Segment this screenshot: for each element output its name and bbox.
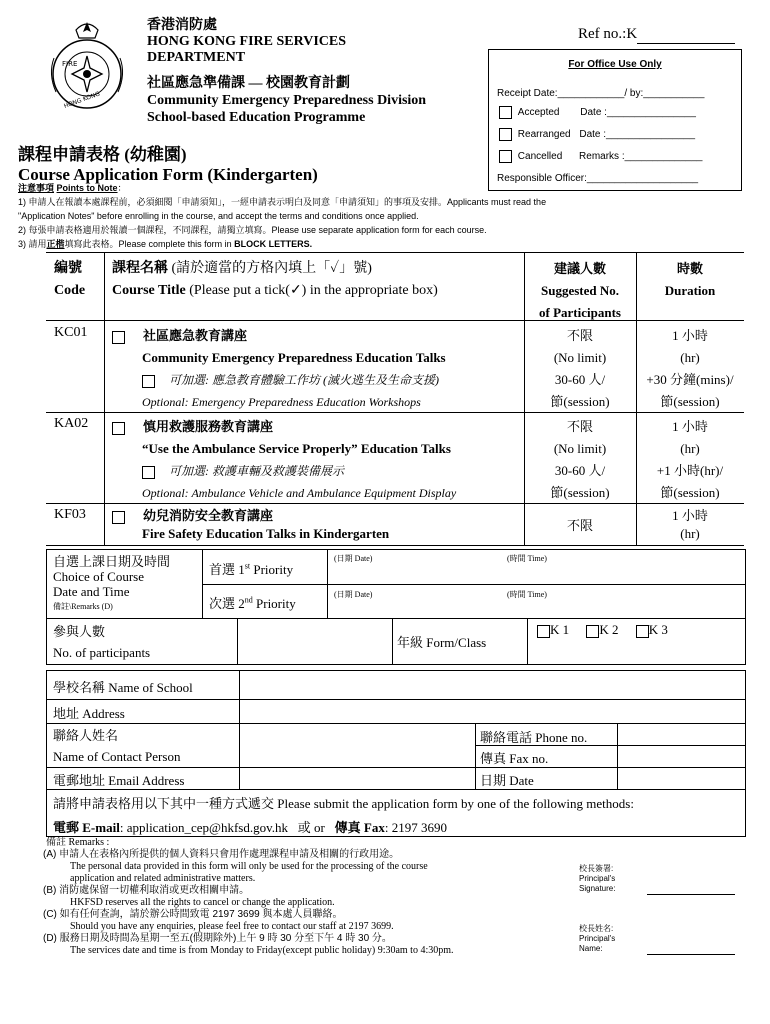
remark-c-en: Should you have any enquiries, please feel free to contact our staff at 2197 3699.: [70, 921, 394, 932]
ka02-title-en: “Use the Ambulance Service Properly” Education Talks: [142, 441, 451, 456]
fax-method-zh: 傳真: [334, 820, 361, 835]
email-label: 電郵地址 Email Address: [53, 773, 185, 788]
remark-d-zh: (D) 服務日期及時間為星期一至五(假期除外)上午 9 時 30 分至下午 4 時 30 分。: [43, 933, 392, 944]
rearranged-label: Rearranged: [517, 129, 571, 141]
department-name: [147, 18, 346, 66]
hkfsd-emblem-icon: [46, 18, 128, 116]
row-ka02-participants: [524, 416, 636, 504]
fax-input[interactable]: [620, 747, 744, 766]
points-to-note: 注意事項 Points to Note： 1) 申請人在報讀本處課程前，必須細閱「申請須知」，一經申請表示明白及同意「申請須知」的事項及安排。Applicants must read the "Application Notes" before enrolling in the course, and accept the terms and conditions once applied. 2) 每張申請表格適用於報讀一個課程，不同課程，請獨立填寫。Please use separate application form for each course. 3) 請用正楷填寫此表格。Please complete this form in BLOCK LETTERS.: [18, 181, 758, 251]
row-kf03-duration: [636, 507, 744, 543]
ka02-opt-part-2: 節(session): [550, 485, 610, 500]
col-part-en-1: Suggested No.: [540, 283, 619, 298]
ka02-dur-1: 1 小時: [672, 419, 708, 434]
name-en-1: Principal's: [579, 934, 616, 943]
responsible-officer: Responsible Officer:____________________: [497, 173, 699, 184]
row-kc01-participants: [524, 325, 636, 413]
note-1-zh: 1) 申請人在報讀本處課程前，必須細閱「申請須知」，一經申請表示明白及同意「申請須知」的事項及安排。: [18, 197, 448, 207]
second-time-field[interactable]: (時間 Time): [507, 590, 547, 599]
name-en-2: Name:: [579, 944, 603, 953]
row-kf03-title: [112, 507, 389, 543]
col-title-zh-note: (請於適當的方格內填上「✓」號): [171, 261, 372, 276]
col-dur-zh: 時數: [676, 261, 703, 276]
contact-en: Name of Contact Person: [53, 749, 181, 764]
ref-no: [578, 26, 735, 44]
email-address-value[interactable]: : application_cep@hkfsd.gov.hk: [119, 820, 289, 835]
col-duration-header: [636, 258, 744, 302]
ka02-part-1: 不限: [566, 419, 593, 434]
note-3-bold-en: BLOCK LETTERS.: [234, 239, 313, 249]
first-zh: 首選: [209, 562, 236, 577]
name-zh: 校長姓名:: [579, 924, 614, 933]
school-name-input[interactable]: [243, 673, 743, 697]
dept-en-2: DEPARTMENT: [147, 50, 246, 65]
kc01-opt-part-1: 30-60 人/: [554, 372, 606, 387]
date-input[interactable]: [620, 769, 744, 788]
kc01-optional-zh: 可加選: 應急教育體驗工作坊 (滅火逃生及生命支援): [169, 373, 439, 387]
remark-a-en-2: application and related administrative matters.: [70, 873, 256, 884]
signature-line[interactable]: [647, 894, 735, 895]
ka02-opt-dur-2: 節(session): [660, 485, 720, 500]
kc01-title-en: Community Emergency Preparedness Education Talks: [142, 350, 446, 365]
schedule-remarks-label: 備註\Remarks (D): [53, 602, 113, 611]
first-time-field[interactable]: (時間 Time): [507, 554, 547, 563]
schedule-section: [46, 549, 746, 665]
remark-a-en-1: The personal data provided in this form will only be used for the processing of the course: [70, 861, 428, 872]
receipt-date: Receipt Date:____________/ by:___________: [497, 88, 705, 99]
kf03-title-zh: 幼兒消防安全教育講座: [143, 508, 274, 523]
principal-signature: [579, 864, 615, 894]
first-en: Priority: [253, 562, 294, 577]
kf03-dur-2: (hr): [680, 526, 700, 541]
name-line[interactable]: [647, 954, 735, 955]
remark-d-en: The services date and time is from Monday to Friday(except public holiday) 9:30am to 4:30pm.: [70, 945, 454, 956]
kc01-dur-1: 1 小時: [672, 328, 708, 343]
rearranged-checkbox[interactable]: [499, 128, 512, 141]
col-code-zh: 編號: [54, 261, 82, 276]
school-name-label: 學校名稱 Name of School: [53, 680, 193, 695]
fax-method-en: Fax: [363, 820, 385, 835]
ka02-part-2: (No limit): [553, 441, 607, 456]
schedule-label-en-2: Date and Time: [53, 584, 130, 599]
ka02-title-zh: 慎用救護服務教育講座: [143, 419, 274, 434]
kc01-checkbox[interactable]: [112, 331, 125, 344]
svg-text:HONG KONG: HONG KONG: [63, 90, 101, 110]
form-title-zh: 課程申請表格 (幼稚園): [18, 145, 187, 164]
course-table: [46, 252, 744, 546]
second-priority-label: 次選 2nd Priority: [209, 595, 296, 611]
phone-input[interactable]: [620, 725, 744, 744]
accepted-label: Accepted: [517, 107, 560, 119]
submit-instruction: 請將申請表格用以下其中一種方式遞交 Please submit the application form by one of the following methods:: [53, 796, 634, 811]
second-date-field[interactable]: (日期 Date): [334, 590, 373, 599]
row-ka02-duration: [636, 416, 744, 504]
row-kc01-title: [112, 325, 446, 413]
kf03-checkbox[interactable]: [112, 511, 125, 524]
col-code-header: [54, 258, 85, 302]
row-kc01-code: KC01: [54, 325, 88, 340]
ref-field[interactable]: [637, 26, 735, 44]
ka02-checkbox[interactable]: [112, 422, 125, 435]
sig-en-2: Signature:: [579, 884, 616, 893]
form-class-label: 年級 Form/Class: [397, 635, 487, 650]
contact-person-label: [53, 725, 180, 767]
dept-zh: 香港消防處: [147, 18, 217, 33]
remarks-heading: 備註 Remarks :: [46, 837, 110, 848]
dept-en-1: HONG KONG FIRE SERVICES: [147, 34, 347, 49]
date-label: 日期 Date: [480, 773, 534, 788]
office-use-title: For Office Use Only: [568, 59, 662, 70]
remarks-section: [43, 837, 576, 957]
rearranged-date: Date :________________: [579, 129, 696, 141]
participants-label: [53, 621, 150, 663]
remark-c-zh: (C) 如有任何查詢，請於辦公時間致電 2197 3699 與本處人員聯絡。: [43, 909, 343, 920]
kc01-opt-dur-1: +30 分鐘(mins)/: [646, 372, 734, 387]
fax-label: 傳真 Fax no.: [480, 751, 549, 766]
cancelled-label: Cancelled: [517, 151, 563, 163]
participants-en: No. of participants: [53, 645, 151, 660]
k1-label: K 1: [550, 622, 570, 637]
principal-name: [579, 924, 615, 954]
class-options: [537, 622, 668, 638]
ka02-opt-dur-1: +1 小時(hr)/: [656, 463, 724, 478]
row-ka02-code: KA02: [54, 416, 89, 431]
note-1-en-b: "Application Notes" before enrolling in the course, and accept the terms and conditions once applied.: [18, 211, 419, 221]
first-priority-label: 首選 1st Priority: [209, 561, 294, 577]
email-input[interactable]: [243, 769, 473, 788]
participants-zh: 參與人數: [53, 624, 106, 639]
k2-label: K 2: [599, 622, 619, 637]
kc01-title-zh: 社區應急教育講座: [143, 328, 248, 343]
kc01-dur-2: (hr): [680, 350, 700, 365]
col-title-en-note: (Please put a tick(✓) in the appropriate box): [189, 283, 438, 298]
col-part-en-2: of Participants: [539, 305, 621, 320]
note-3-bold-zh: 正楷: [46, 239, 65, 249]
cancelled-checkbox[interactable]: [499, 150, 512, 163]
note-1-en-a: Applicants must read the: [447, 197, 547, 207]
col-title-zh: 課程名稱: [112, 261, 168, 276]
form-title-en: Course Application Form (Kindergarten): [18, 165, 318, 184]
ka02-dur-2: (hr): [680, 441, 700, 456]
note-3-b: 填寫此表格。Please complete this form in: [64, 239, 235, 249]
accepted-date: Date :________________: [580, 107, 696, 119]
remarks-field: Remarks :______________: [579, 151, 703, 163]
kc01-optional-checkbox[interactable]: [142, 375, 155, 388]
k3-label: K 3: [648, 622, 668, 637]
col-part-zh: 建議人數: [553, 261, 606, 276]
division-name: [147, 75, 426, 126]
or-text: 或 or: [297, 820, 325, 835]
address-input[interactable]: [243, 701, 743, 721]
second-en: Priority: [256, 596, 296, 611]
kf03-part-1: 不限: [566, 518, 593, 533]
participants-input[interactable]: [239, 621, 391, 663]
kc01-optional-en: Optional: Emergency Preparedness Education Workshops: [142, 395, 421, 409]
address-label: 地址 Address: [53, 706, 125, 721]
first-date-field[interactable]: (日期 Date): [334, 554, 373, 563]
k2-checkbox[interactable]: [586, 625, 599, 638]
row-ka02-title: [112, 416, 456, 504]
programme-en: School-based Education Programme: [147, 110, 366, 125]
sig-en-1: Principal's: [579, 874, 616, 883]
note-3-a: 3) 請用: [18, 239, 47, 249]
phone-label: 聯絡電話 Phone no.: [480, 730, 588, 745]
ka02-optional-checkbox[interactable]: [142, 466, 155, 479]
kf03-title-en: Fire Safety Education Talks in Kindergarten: [142, 526, 390, 541]
kc01-part-1: 不限: [566, 328, 593, 343]
contact-person-input[interactable]: [243, 725, 473, 765]
kc01-part-2: (No limit): [553, 350, 607, 365]
course-date-time-label: [53, 554, 170, 614]
email-method-zh: 電郵: [53, 820, 80, 835]
second-zh: 次選: [209, 596, 236, 611]
kc01-opt-dur-2: 節(session): [660, 394, 720, 409]
col-title-header: [112, 258, 438, 302]
notes-heading-en: Points to Note: [56, 183, 118, 193]
remark-b-en: HKFSD reserves all the rights to cancel or change the application.: [70, 897, 335, 908]
kf03-dur-1: 1 小時: [672, 508, 708, 523]
ka02-optional-en: Optional: Ambulance Vehicle and Ambulance Equipment Display: [142, 486, 457, 500]
k1-checkbox[interactable]: [537, 625, 550, 638]
svg-text:FIRE: FIRE: [62, 60, 78, 68]
school-info-section: [46, 670, 746, 837]
ref-label: Ref no.:K: [578, 26, 638, 42]
col-dur-en: Duration: [664, 283, 716, 298]
ka02-optional-zh: 可加選: 救護車輛及救護裝備展示: [169, 464, 344, 478]
office-use-box: [488, 49, 742, 191]
division-zh: 社區應急準備課 — 校園教育計劃: [147, 76, 350, 91]
contact-zh: 聯絡人姓名: [53, 728, 119, 743]
row-kf03-code: KF03: [54, 507, 86, 522]
division-en: Community Emergency Preparedness Division: [147, 93, 427, 108]
form-title: [18, 145, 318, 185]
k3-checkbox[interactable]: [636, 625, 649, 638]
remark-b-zh: (B) 消防處保留一切權利取消或更改相關申請。: [43, 885, 250, 896]
email-method-en: E-mail: [82, 820, 120, 835]
col-participants-header: [524, 258, 636, 324]
note-2: 2) 每張申請表格適用於報讀一個課程，不同課程，請獨立填寫。Please use separate application form for each course.: [18, 225, 487, 235]
ka02-opt-part-1: 30-60 人/: [554, 463, 606, 478]
notes-heading-zh: 注意事項: [18, 183, 55, 193]
sig-zh: 校長簽署:: [579, 864, 614, 873]
schedule-label-en-1: Choice of Course: [53, 569, 144, 584]
row-kc01-duration: [636, 325, 744, 413]
col-title-en: Course Title: [112, 283, 186, 298]
fax-number-value: : 2197 3690: [384, 820, 447, 835]
schedule-label-zh: 自選上課日期及時間: [53, 554, 171, 569]
accepted-checkbox[interactable]: [499, 106, 512, 119]
remark-a-zh: (A) 申請人在表格內所提供的個人資料只會用作處理課程申請及相關的行政用途。: [43, 849, 400, 860]
submission-methods: [53, 817, 447, 836]
col-code-en: Code: [54, 283, 86, 298]
kc01-opt-part-2: 節(session): [550, 394, 610, 409]
